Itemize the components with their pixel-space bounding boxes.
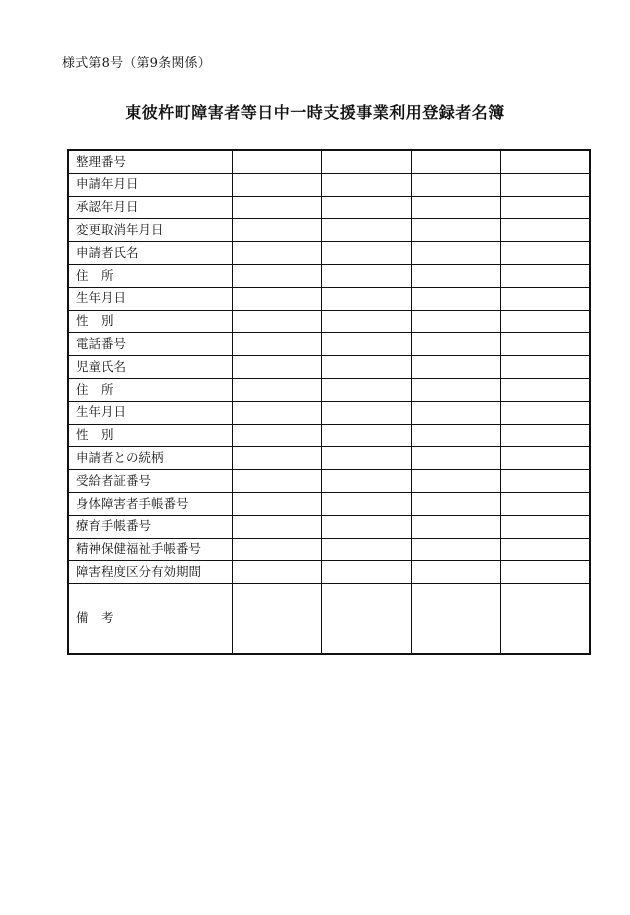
entry-cell[interactable]	[501, 401, 591, 424]
entry-cell[interactable]	[232, 584, 322, 655]
entry-cell[interactable]	[322, 424, 412, 447]
row-label: 備 考	[68, 584, 232, 655]
entry-cell[interactable]	[322, 310, 412, 333]
table-row	[68, 538, 590, 561]
entry-cell[interactable]	[232, 424, 322, 447]
entry-cell[interactable]	[322, 401, 412, 424]
table-row	[68, 219, 590, 242]
entry-cell[interactable]	[411, 333, 501, 356]
entry-cell[interactable]	[232, 196, 322, 219]
entry-cell[interactable]	[411, 584, 501, 655]
entry-cell[interactable]	[501, 310, 591, 333]
entry-cell[interactable]	[232, 310, 322, 333]
entry-cell[interactable]	[411, 310, 501, 333]
entry-cell[interactable]	[501, 561, 591, 584]
entry-cell[interactable]	[322, 333, 412, 356]
entry-cell[interactable]	[232, 264, 322, 287]
entry-cell[interactable]	[322, 492, 412, 515]
table-row	[68, 470, 590, 493]
table-row	[68, 584, 590, 655]
row-label: 療育手帳番号	[68, 515, 232, 538]
table-row	[68, 287, 590, 310]
entry-cell[interactable]	[501, 470, 591, 493]
row-label: 電話番号	[68, 333, 232, 356]
entry-cell[interactable]	[411, 356, 501, 379]
entry-cell[interactable]	[232, 219, 322, 242]
page-title: 東彼杵町障害者等日中一時支援事業利用登録者名簿	[125, 103, 505, 122]
row-label: 性 別	[68, 424, 232, 447]
table-row	[68, 173, 590, 196]
entry-cell[interactable]	[322, 173, 412, 196]
entry-cell[interactable]	[411, 515, 501, 538]
entry-cell[interactable]	[232, 401, 322, 424]
table-row	[68, 264, 590, 287]
entry-cell[interactable]	[322, 515, 412, 538]
entry-cell[interactable]	[322, 287, 412, 310]
table-row	[68, 356, 590, 379]
entry-cell[interactable]	[501, 424, 591, 447]
entry-cell[interactable]	[232, 173, 322, 196]
entry-cell[interactable]	[501, 447, 591, 470]
entry-cell[interactable]	[411, 470, 501, 493]
entry-cell[interactable]	[322, 196, 412, 219]
entry-cell[interactable]	[411, 264, 501, 287]
entry-cell[interactable]	[322, 378, 412, 401]
entry-cell[interactable]	[411, 242, 501, 265]
entry-cell[interactable]	[232, 447, 322, 470]
entry-cell[interactable]	[411, 287, 501, 310]
entry-cell[interactable]	[411, 492, 501, 515]
row-label: 生年月日	[68, 287, 232, 310]
entry-cell[interactable]	[411, 173, 501, 196]
row-label: 申請者との続柄	[68, 447, 232, 470]
register-table	[67, 149, 591, 655]
table-row	[68, 515, 590, 538]
row-label: 障害程度区分有効期間	[68, 561, 232, 584]
table-row	[68, 447, 590, 470]
entry-cell[interactable]	[501, 538, 591, 561]
entry-cell[interactable]	[501, 515, 591, 538]
entry-cell[interactable]	[322, 356, 412, 379]
row-label: 性 別	[68, 310, 232, 333]
entry-cell[interactable]	[232, 561, 322, 584]
entry-cell[interactable]	[501, 584, 591, 655]
row-label: 精神保健福祉手帳番号	[68, 538, 232, 561]
entry-cell[interactable]	[411, 561, 501, 584]
table-row	[68, 424, 590, 447]
entry-cell[interactable]	[232, 287, 322, 310]
row-label: 住 所	[68, 378, 232, 401]
entry-cell[interactable]	[322, 561, 412, 584]
entry-cell[interactable]	[501, 287, 591, 310]
entry-cell[interactable]	[232, 515, 322, 538]
entry-cell[interactable]	[501, 173, 591, 196]
entry-cell[interactable]	[232, 333, 322, 356]
entry-cell[interactable]	[322, 470, 412, 493]
row-label: 児童氏名	[68, 356, 232, 379]
table-row	[68, 378, 590, 401]
entry-cell[interactable]	[232, 538, 322, 561]
row-label: 生年月日	[68, 401, 232, 424]
row-label: 変更取消年月日	[68, 219, 232, 242]
table-row	[68, 561, 590, 584]
table-row	[68, 401, 590, 424]
entry-cell[interactable]	[232, 150, 322, 173]
entry-cell[interactable]	[501, 196, 591, 219]
row-label: 承認年月日	[68, 196, 232, 219]
entry-cell[interactable]	[501, 242, 591, 265]
entry-cell[interactable]	[322, 150, 412, 173]
entry-cell[interactable]	[411, 401, 501, 424]
entry-cell[interactable]	[232, 470, 322, 493]
entry-cell[interactable]	[232, 492, 322, 515]
entry-cell[interactable]	[322, 538, 412, 561]
entry-cell[interactable]	[411, 219, 501, 242]
entry-cell[interactable]	[411, 196, 501, 219]
table-row	[68, 492, 590, 515]
form-number: 様式第8号（第9条関係）	[62, 56, 211, 71]
entry-cell[interactable]	[411, 378, 501, 401]
entry-cell[interactable]	[501, 356, 591, 379]
table-row	[68, 242, 590, 265]
row-label: 住 所	[68, 264, 232, 287]
entry-cell[interactable]	[232, 242, 322, 265]
row-label: 申請者氏名	[68, 242, 232, 265]
table-row	[68, 310, 590, 333]
row-label: 受給者証番号	[68, 470, 232, 493]
entry-cell[interactable]	[322, 264, 412, 287]
entry-cell[interactable]	[411, 150, 501, 173]
row-label: 身体障害者手帳番号	[68, 492, 232, 515]
entry-cell[interactable]	[501, 378, 591, 401]
entry-cell[interactable]	[232, 356, 322, 379]
table-row	[68, 150, 590, 173]
entry-cell[interactable]	[501, 264, 591, 287]
entry-cell[interactable]	[501, 492, 591, 515]
row-label: 整理番号	[68, 150, 232, 173]
entry-cell[interactable]	[411, 447, 501, 470]
entry-cell[interactable]	[322, 447, 412, 470]
entry-cell[interactable]	[501, 219, 591, 242]
entry-cell[interactable]	[501, 333, 591, 356]
row-label: 申請年月日	[68, 173, 232, 196]
entry-cell[interactable]	[501, 150, 591, 173]
register-table-body	[68, 150, 590, 654]
table-row	[68, 333, 590, 356]
entry-cell[interactable]	[322, 242, 412, 265]
entry-cell[interactable]	[322, 219, 412, 242]
entry-cell[interactable]	[411, 538, 501, 561]
entry-cell[interactable]	[322, 584, 412, 655]
entry-cell[interactable]	[232, 378, 322, 401]
table-row	[68, 196, 590, 219]
entry-cell[interactable]	[411, 424, 501, 447]
